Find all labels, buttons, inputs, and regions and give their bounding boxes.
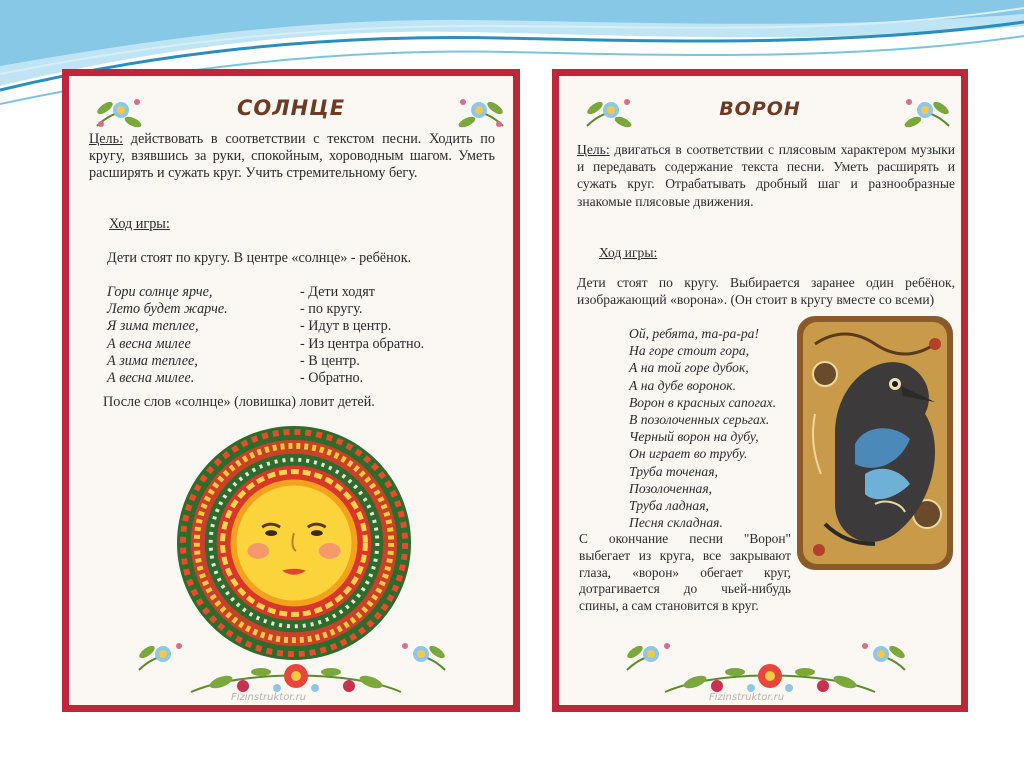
song-line: Труба ладная,: [629, 498, 709, 514]
card-voron: [552, 69, 968, 712]
song-line: Черный ворон на дубу,: [629, 429, 759, 445]
watermark: Fizinstruktor.ru: [709, 692, 785, 703]
song-line: Труба точеная,: [629, 463, 718, 479]
verse-row: А зима теплее, - В центр.: [107, 352, 360, 369]
outro-text: С окончание песни "Ворон" выбегает из круга, все закрывают глаза, «ворон» обегает круг, дотрагивается до чьей-нибудь спины, а сам становится в круг.: [579, 531, 791, 614]
song-line: Позолоченная,: [629, 480, 713, 496]
intro-text: Дети стоят по кругу. Выбирается заранее один ребёнок, изображающий «ворона». (Он стоит в кругу вместе со всеми): [577, 275, 955, 308]
song-line: В позолоченных серьгах.: [629, 412, 770, 428]
song-line: Ворон в красных сапогах.: [629, 394, 777, 410]
verse-row: Гори солнце ярче, - Дети ходят: [107, 284, 375, 300]
card-voron-page: [559, 76, 961, 705]
outro-text: После слов «солнце» (ловишка) ловит детей.: [103, 394, 375, 410]
verse-row: А весна милее. - Обратно.: [107, 370, 364, 387]
song-lyrics: [629, 325, 799, 531]
card-solntse: [62, 69, 520, 712]
song-line: Песня складная.: [629, 515, 723, 531]
intro-text: Дети стоят по кругу. В центре «солнце» - ребёнок.: [107, 250, 412, 266]
raven-illustration: [795, 314, 955, 572]
card-title: ВОРОН: [719, 98, 801, 120]
song-line: А на дубе воронок.: [629, 377, 737, 393]
goal-label: Цель:: [89, 131, 124, 147]
sun-face-illustration: [175, 424, 413, 662]
goal-paragraph: [577, 141, 955, 210]
goal-text: действовать в соответствии с текстом песни. Ходить по кругу, взявшись за руки, спокойным, хороводным шагом. Уметь расширять и сужать круг. Учить стремительному бегу.: [89, 131, 495, 182]
verse-row: Я зима теплее, - Идут в центр.: [107, 318, 392, 335]
goal-label: Цель:: [577, 142, 610, 157]
goal-paragraph: [89, 131, 495, 183]
card-title: СОЛНЦЕ: [236, 96, 346, 120]
song-line: Ой, ребята, та-ра-ра!: [629, 326, 760, 341]
watermark: Fizinstruktor.ru: [231, 692, 307, 703]
goal-text: двигаться в соответствии с плясовым характером музыки и передавать содержание текста песни. Уметь расширять и сужать круг. Отрабатывать дробный шаг и разнообразные знакомые плясовые движения.: [577, 142, 955, 209]
song-line: На горе стоит гора,: [629, 343, 750, 359]
card-solntse-page: [69, 76, 513, 705]
song-line: А на той горе дубок,: [629, 360, 749, 376]
game-label: Ход игры:: [599, 245, 658, 260]
song-line: Он играет во трубу.: [629, 446, 748, 462]
game-label: Ход игры:: [109, 216, 170, 232]
verse-row: Лето будет жарче. - по кругу.: [107, 301, 363, 318]
verse-row: А весна милее - Из центра обратно.: [107, 335, 425, 352]
verse-list: [107, 284, 507, 387]
